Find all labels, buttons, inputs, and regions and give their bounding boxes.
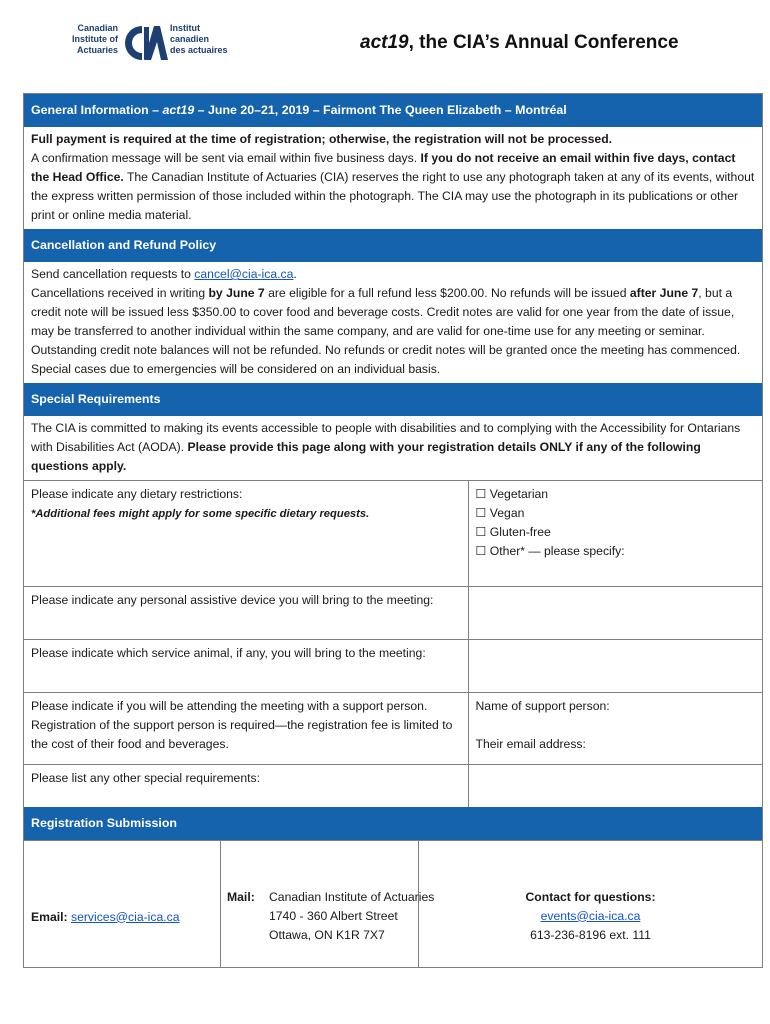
service-animal-row bbox=[24, 640, 762, 693]
document-title: act19, the CIA’s Annual Conference bbox=[360, 32, 679, 53]
cancellation-policy-header: Cancellation and Refund Policy bbox=[24, 229, 762, 262]
special-requirements-table bbox=[24, 480, 762, 807]
dietary-row bbox=[24, 481, 762, 587]
service-animal-question: Please indicate which service animal, if any, you will bring to the meeting: bbox=[24, 640, 468, 693]
other-dietary-checkbox[interactable]: ☐ Other* — please specify: bbox=[475, 544, 625, 558]
vegan-checkbox[interactable]: ☐ Vegan bbox=[475, 506, 525, 520]
services-email-link[interactable]: services@cia-ica.ca bbox=[70, 909, 180, 924]
cia-logo-mark-icon bbox=[124, 22, 168, 64]
general-information-text: Full payment is required at the time of registration; otherwise, the registration will not be processed. A confirmation message will be sent via email within five business days. If you do not receive an email within five days, contact the Head Office. The Canadian Institute of Actuaries (CIA) reserves the right to use any photograph taken at any of its events, without the express written permission of those included within the photograph. The CIA may use the photograph in its publications or other print or online media material. bbox=[31, 132, 755, 222]
service-animal-answer-field[interactable] bbox=[468, 640, 762, 693]
cancellation-policy-text: Send cancellation requests to cancel@cia-ica.ca. Cancellations received in writing by June 7 are eligible for a full refund less $200.00. No refunds will be issued after June 7, but a credit note will be issued less $350.00 to cover food and beverage costs. Credit notes are valid for one year from the date of issue, may be transferred to another individual within the same company, and are valid for one-time use for any meeting or seminar. Outstanding credit note balances will not be refunded. No refunds or credit notes will be granted once the meeting has commenced. Special cases due to emergencies will be considered on an individual basis. bbox=[31, 267, 741, 376]
registration-submission bbox=[24, 840, 762, 967]
events-email-link[interactable]: events@cia-ica.ca bbox=[540, 908, 641, 923]
submission-contact-column bbox=[419, 841, 762, 967]
other-requirements-answer-field[interactable] bbox=[468, 765, 762, 807]
dietary-note: *Additional fees might apply for some specific dietary requests. bbox=[31, 508, 370, 520]
special-requirements-text: The CIA is committed to making its events accessible to people with disabilities and to complying with the Accessibility for Ontarians with Disabilities Act (AODA). Please provide this page along with your registration details ONLY if any of the following questions apply. bbox=[31, 421, 741, 473]
cia-logo bbox=[60, 22, 235, 66]
logo-french-name: Institut canadien des actuaires bbox=[170, 23, 228, 55]
other-requirements-question: Please list any other special requirements: bbox=[24, 765, 468, 807]
general-information-header: General Information – act19 – June 20–21, 2019 – Fairmont The Queen Elizabeth – Montréal bbox=[24, 94, 762, 127]
vegetarian-checkbox[interactable]: ☐ Vegetarian bbox=[475, 487, 549, 501]
mail-label: Mail: bbox=[227, 889, 255, 904]
registration-submission-header: Registration Submission bbox=[24, 807, 762, 840]
email-label: Email: bbox=[31, 909, 68, 924]
contact-label: Contact for questions: bbox=[525, 889, 656, 904]
support-person-row bbox=[24, 693, 762, 765]
support-person-email-label: Their email address: bbox=[475, 737, 586, 751]
page-header bbox=[0, 0, 770, 90]
cancel-email-link[interactable]: cancel@cia-ica.ca bbox=[194, 267, 294, 281]
dietary-options bbox=[468, 481, 762, 587]
support-person-fields[interactable] bbox=[468, 693, 762, 765]
gluten-free-checkbox[interactable]: ☐ Gluten-free bbox=[475, 525, 551, 539]
other-requirements-row bbox=[24, 765, 762, 807]
assistive-device-question: Please indicate any personal assistive device you will bring to the meeting: bbox=[24, 587, 468, 640]
contact-phone: 613-236-8196 ext. 111 bbox=[530, 927, 651, 942]
mailing-address: Canadian Institute of Actuaries 1740 - 360 Albert Street Ottawa, ON K1R 7X7 bbox=[269, 889, 435, 942]
dietary-question: Please indicate any dietary restrictions: *Additional fees might apply for some specific dietary requests. bbox=[24, 481, 468, 587]
support-person-question: Please indicate if you will be attending the meeting with a support person. Registration of the support person is required—the registration fee is limited to the cost of their food and beverages. bbox=[24, 693, 468, 765]
submission-email-column bbox=[24, 841, 221, 967]
support-person-name-label: Name of support person: bbox=[475, 699, 610, 713]
assistive-device-row bbox=[24, 587, 762, 640]
special-requirements-header: Special Requirements bbox=[24, 383, 762, 416]
logo-english-name: Canadian Institute of Actuaries bbox=[72, 23, 118, 55]
submission-mail-column bbox=[221, 841, 435, 967]
assistive-device-answer-field[interactable] bbox=[468, 587, 762, 640]
registration-form bbox=[23, 93, 763, 968]
